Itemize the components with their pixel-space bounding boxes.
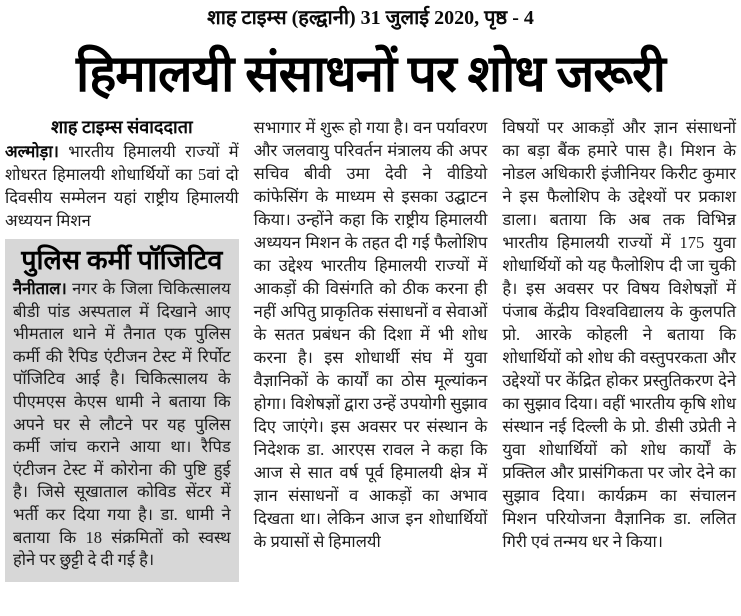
sidebox-police-positive bbox=[5, 239, 239, 582]
sidebox-headline: पुलिस कर्मी पॉजिटिव bbox=[21, 245, 223, 275]
column-middle bbox=[254, 116, 488, 553]
middle-column-text: सभागार में शुरू हो गया है। वन पर्यावरण और जलवायु परिवर्तन मंत्रालय की अपर सचिव बीवी उमा देवी ने वीडियो कांफेसिंग के माध्यम से इसका उद्घाटन किया। उन्होंने कहा कि राष्ट्रीय हिमालयी अध्ययन मिशन के तहत दी गई फैलोशिप का उद्देश्य भारतीय हिमालयी राज्यों में आकड़ों की विसंगति को ठीक करना ही नहीं अपितु प्राकृतिक संसाधनों व सेवाओं के सतत प्रबंधन की दिशा में भी शोध करना है। इस शोधार्थी संघ में युवा वैज्ञानिकों के कार्यों का ठोस मूल्यांकन होगा। विशेषज्ञों द्वारा उन्हें उपयोगी सुझाव दिए जाएंगे। इस अवसर पर संस्थान के निदेशक डा. आरएस रावल ने कहा कि आज से सात वर्ष पूर्व हिमालयी क्षेत्र में ज्ञान संसाधनों व आकड़ों का अभाव दिखता था। लेकिन आज इन शोधार्थियों के प्रयासों से हिमालयी bbox=[253, 118, 488, 551]
right-column-text: विषयों पर आकड़ों और ज्ञान संसाधनों का बड़ा बैंक हमारे पास है। मिशन के नोडल अधिकारी इंजीनियर किरीट कुमार ने इस फैलोशिप के उद्देश्यों पर प्रकाश डाला। बताया कि अब तक विभिन्न भारतीय हिमालयी राज्यों में 175 युवा शोधार्थियों को यह फैलोशिप दी जा चुकी है। इस अवसर पर विषय विशेषज्ञों में पंजाब केंद्रीय विश्वविद्यालय के कुलपति प्रो. आरके कोहली ने बताया कि शोधार्थियों को शोध की वस्तुपरकता और उद्देश्यों पर केंद्रित होकर प्रस्तुतिकरण देने का सुझाव दिया। वहीं भारतीय कृषि शोध संस्थान नई दिल्ली के प्रो. डीसी उप्रेती ने युवा शोधार्थियों को शोध कार्यों के प्रक्तिल और प्रासंगिकता पर जोर देने का सुझाव दिया। कार्यक्रम का संचालन मिशन परियोजना वैज्ञानिक डा. ललित गिरी एवं तन्मय धर ने किया। bbox=[502, 118, 737, 551]
lead-paragraph-text: भारतीय हिमालयी राज्यों में शोधरत हिमालयी शोधार्थियों का 5वां दो दिवसीय सम्मेलन यहां राष्ट्रीय हिमालयी अध्ययन मिशन bbox=[5, 142, 239, 230]
sidebox-paragraph-text: नगर के जिला चिकित्सालय बीडी पांड अस्पताल में दिखाने आए भीमताल थाने में तैनात एक पुलिस कर्मी की रैपिड एंटीजन टेस्ट में रिर्पोट पॉजिटिव आई है। चिकित्सालय के पीएमएस केएस धामी ने बताया कि अपने घर से लौटने पर यह पुलिस कर्मी जांच कराने आया था। रैपिड एंटीजन टेस्ट में कोरोना की पुष्टि हुई है। जिसे सूखाताल कोविड सेंटर में भर्ती कर दिया गया है। डा. धामी ने बताया कि 18 संक्रमितों को स्वस्थ होने पर छुट्टी दे दी गई है। bbox=[13, 279, 231, 570]
byline: शाह टाइम्स संवाददाता bbox=[51, 117, 193, 137]
main-headline: हिमालयी संसाधनों पर शोध जरूरी bbox=[75, 47, 666, 103]
column-left bbox=[5, 116, 239, 582]
dateline-almora: अल्मोड़ा। bbox=[5, 142, 59, 161]
masthead-source-line: शाह टाइम्स (हल्द्वानी) 31 जुलाई 2020, पृष्ठ - 4 bbox=[207, 7, 534, 29]
sidebox-paragraph bbox=[13, 278, 231, 572]
column-right bbox=[502, 116, 736, 553]
article-columns bbox=[0, 116, 741, 582]
dateline-nainital: नैनीताल। bbox=[13, 279, 67, 298]
lead-paragraph bbox=[5, 140, 239, 232]
